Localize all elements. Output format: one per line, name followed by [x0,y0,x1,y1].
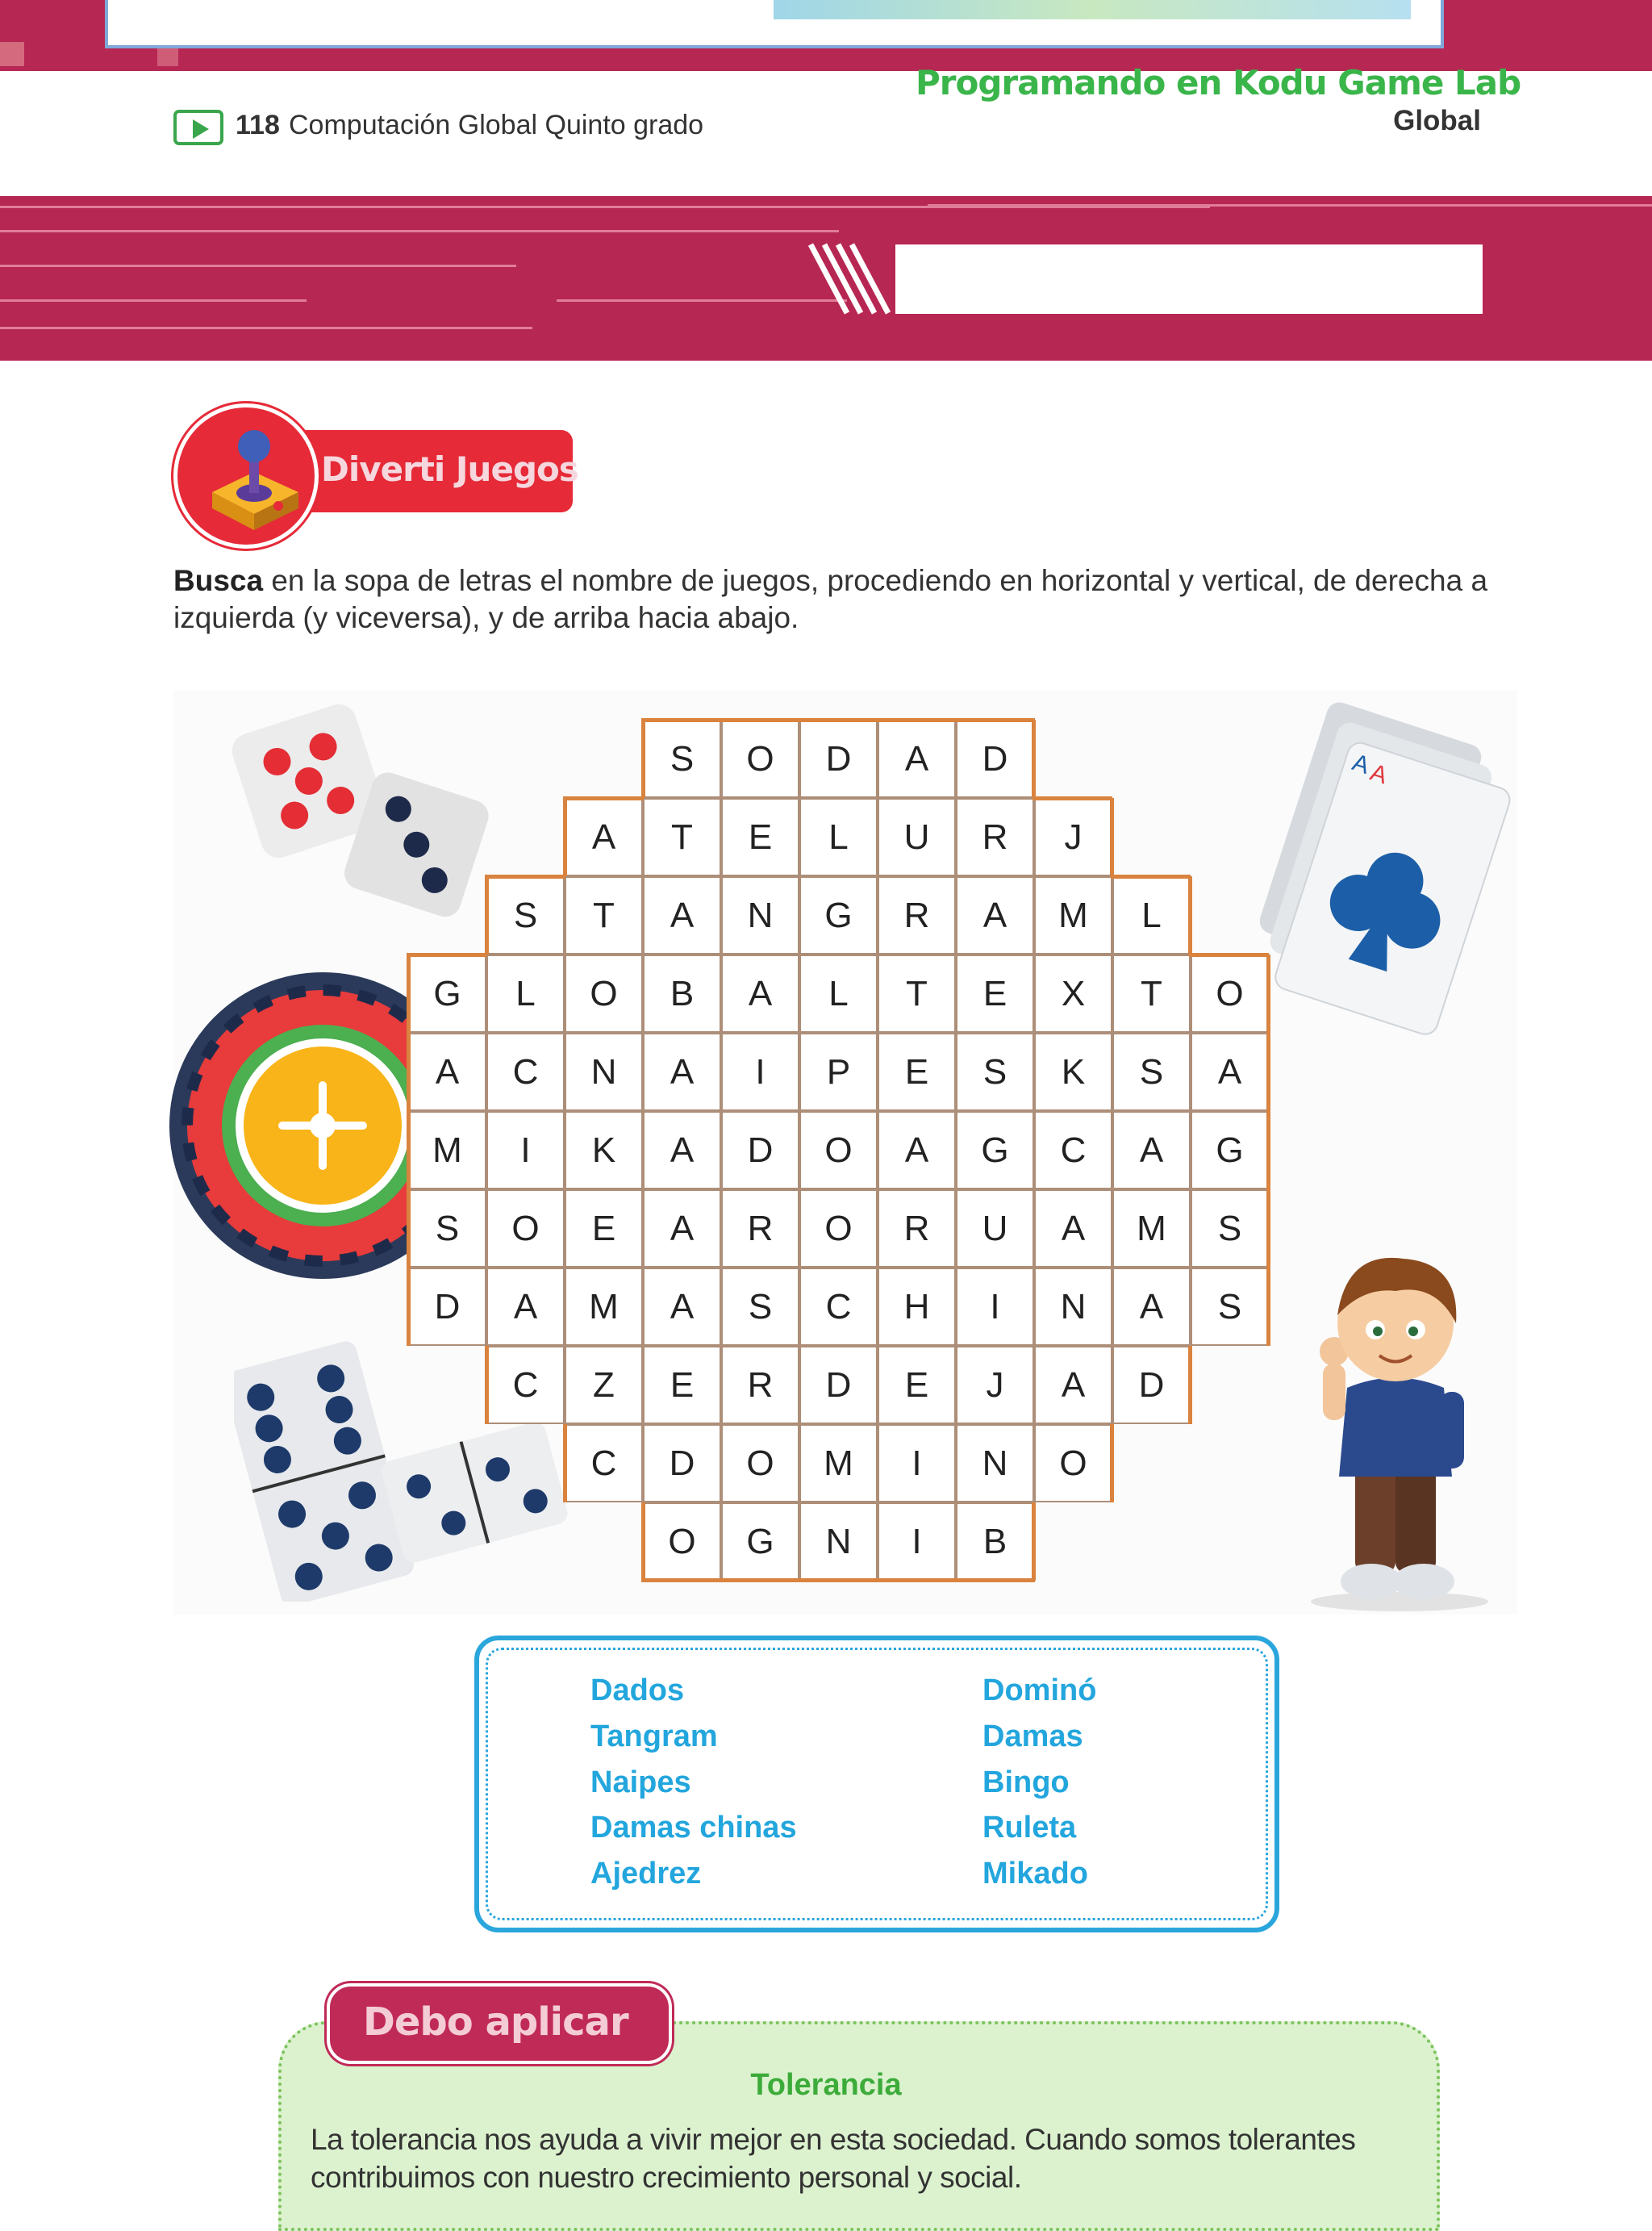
grid-letter-cell: S [643,720,721,798]
svg-text:A: A [1366,758,1391,790]
grid-letter-cell: R [878,1189,956,1268]
previous-page-image [774,0,1411,19]
grid-letter-cell: C [565,1424,643,1502]
roulette-illustration [169,964,411,1283]
grid-letter-cell: A [408,1033,486,1111]
grid-letter-cell: N [1034,1268,1112,1346]
grid-letter-cell: D [799,720,878,798]
grid-letter-cell: O [721,1424,799,1502]
grid-letter-cell: I [956,1268,1034,1346]
grid-letter-cell: N [956,1424,1034,1502]
grid-letter-cell: E [878,1033,956,1111]
word-list-item: Dados [590,1673,685,1707]
grid-letter-cell: P [799,1033,878,1111]
grid-letter-cell: T [1112,955,1191,1033]
grid-letter-cell: S [486,876,565,955]
grid-letter-cell: A [1191,1033,1269,1111]
grid-letter-cell: O [1191,955,1269,1033]
banner-line [0,327,532,329]
grid-letter-cell: O [721,720,799,798]
grid-letter-cell: A [721,955,799,1033]
grid-outline [407,1189,411,1268]
grid-letter-cell: E [721,798,799,876]
grid-letter-cell: A [643,1111,721,1189]
word-list-item: Tangram [590,1719,718,1753]
grid-letter-cell: T [878,955,956,1033]
grid-letter-cell: A [878,1111,956,1189]
instruction-text: en la sopa de letras el nombre de juegos, procediendo en horizontal y vertical, de derecha a izquierda (y viceversa), y de arriba hacia abajo. [173,564,1488,634]
grid-letter-cell: A [878,720,956,798]
grid-letter-cell: C [486,1346,565,1424]
grid-letter-cell: S [1191,1268,1269,1346]
banner-line [0,230,839,232]
grid-letter-cell: S [1112,1033,1191,1111]
grid-letter-cell: D [1112,1346,1191,1424]
grid-letter-cell: S [408,1189,486,1268]
grid-letter-cell: A [1034,1189,1112,1268]
grid-outline [641,718,1035,722]
grid-letter-cell: J [1034,798,1112,876]
grid-letter-cell: N [565,1033,643,1111]
grid-outline [1266,1111,1270,1189]
grid-outline [407,953,487,957]
grid-letter-cell: I [721,1033,799,1111]
grid-letter-cell: T [565,876,643,955]
grid-letter-cell: J [956,1346,1034,1424]
grid-letter-cell: O [643,1502,721,1581]
book-title: Computación Global Quinto grado [289,110,704,140]
grid-outline [485,1346,489,1424]
grid-outline [407,1268,411,1346]
boy-illustration [1291,1235,1500,1614]
grid-outline [641,720,645,798]
grid-letter-cell: E [956,955,1034,1033]
grid-outline [485,876,489,955]
grid-letter-cell: R [721,1346,799,1424]
grid-letter-cell: A [1112,1111,1191,1189]
grid-outline [1110,798,1114,876]
grid-letter-cell: G [956,1111,1034,1189]
grid-outline [641,1578,1035,1582]
banner-line [557,299,847,302]
grid-letter-cell: E [643,1346,721,1424]
grid-letter-cell: U [956,1189,1034,1268]
grid-outline [485,875,565,879]
grid-letter-cell: O [486,1189,565,1268]
grid-letter-cell: C [486,1033,565,1111]
decor-square [157,48,178,66]
grid-letter-cell: A [486,1268,565,1346]
grid-letter-cell: D [643,1424,721,1502]
word-list-item: Dominó [982,1673,1097,1707]
grid-letter-cell: L [486,955,565,1033]
grid-letter-cell: K [1034,1033,1112,1111]
grid-letter-cell: D [799,1346,878,1424]
grid-letter-cell: C [799,1268,878,1346]
grid-letter-cell: D [721,1111,799,1189]
grid-letter-cell: R [721,1189,799,1268]
grid-letter-cell: G [1191,1111,1269,1189]
grid-outline [1266,1033,1270,1111]
grid-outline [563,796,644,800]
word-list-item: Damas [982,1719,1083,1753]
section-banner [0,196,1652,361]
grid-outline [1189,953,1269,957]
grid-letter-cell: L [799,955,878,1033]
page-number: 118 [236,110,280,140]
apply-text: La tolerancia nos ayuda a vivir mejor en esta sociedad. Cuando somos tolerantes contribuimos con nuestro crecimiento personal y social. [311,2123,1356,2194]
grid-letter-cell: Z [565,1346,643,1424]
grid-letter-cell: D [956,720,1034,798]
banner-line [928,204,1652,207]
grid-letter-cell: G [408,955,486,1033]
grid-letter-cell: G [721,1502,799,1581]
top-band [0,0,1652,71]
grid-outline [1032,720,1036,798]
grid-outline [1188,1346,1192,1424]
dice-illustration [226,686,524,952]
svg-text:A: A [1349,749,1373,779]
grid-outline [1110,1424,1114,1502]
grid-letter-cell: A [1034,1346,1112,1424]
previous-page-card [105,0,1444,48]
grid-letter-cell: E [878,1346,956,1424]
grid-letter-cell: N [721,876,799,955]
grid-letter-cell: O [565,955,643,1033]
grid-letter-cell: S [1191,1189,1269,1268]
grid-letter-cell: A [956,876,1034,955]
grid-letter-cell: A [565,798,643,876]
banner-line [0,299,307,302]
grid-letter-cell: M [565,1268,643,1346]
grid-letter-cell: M [1034,876,1112,955]
grid-letter-cell: C [1034,1111,1112,1189]
grid-letter-cell: A [643,1033,721,1111]
word-list-item: Mikado [982,1857,1088,1891]
grid-letter-cell: I [878,1424,956,1502]
grid-outline [641,1502,645,1581]
word-list-item: Damas chinas [590,1811,797,1845]
grid-letter-cell: I [878,1502,956,1581]
word-list-item: Ajedrez [590,1857,702,1891]
grid-letter-cell: B [956,1502,1034,1581]
word-list-item: Ruleta [982,1811,1077,1845]
grid-letter-cell: D [408,1268,486,1346]
stripes-decor [807,240,895,317]
joystick-icon [198,416,311,537]
grid-letter-cell: L [799,798,878,876]
grid-outline [1032,1502,1036,1581]
grid-letter-cell: A [643,876,721,955]
brand-name: Global [1393,105,1481,136]
grid-letter-cell: H [878,1268,956,1346]
instruction-verb: Busca [173,564,264,597]
grid-outline [563,798,567,876]
grid-letter-cell: A [643,1268,721,1346]
grid-letter-cell: G [799,876,878,955]
grid-letter-cell: A [1112,1268,1191,1346]
grid-outline [407,1033,411,1111]
grid-letter-cell: S [721,1268,799,1346]
grid-letter-cell: A [643,1189,721,1268]
grid-letter-cell: O [1034,1424,1112,1502]
grid-letter-cell: M [799,1424,878,1502]
grid-letter-cell: L [1112,876,1191,955]
grid-letter-cell: B [643,955,721,1033]
grid-letter-cell: M [408,1111,486,1189]
grid-letter-cell: N [799,1502,878,1581]
grid-letter-cell: I [486,1111,565,1189]
instructions [173,562,1561,637]
grid-outline [407,1111,411,1189]
grid-outline [407,955,411,1033]
section-title: Programando en Kodu Game Lab [916,63,1521,102]
grid-letter-cell: K [565,1111,643,1189]
grid-outline [1032,796,1112,800]
apply-tab-label: Debo aplicar [363,1999,628,2045]
grid-outline [1111,875,1191,879]
activity-badge-label: Diverti Juegos [321,449,578,489]
play-icon [173,110,223,145]
grid-letter-cell: T [643,798,721,876]
grid-outline [563,1424,567,1502]
grid-letter-cell: E [565,1189,643,1268]
grid-letter-cell: R [956,798,1034,876]
grid-letter-cell: O [799,1111,878,1189]
banner-title-box [895,244,1483,314]
grid-outline [1188,876,1192,955]
grid-letter-cell: M [1112,1189,1191,1268]
grid-outline [1266,1268,1270,1346]
grid-outline [1266,955,1270,1033]
grid-letter-cell: X [1034,955,1112,1033]
word-list-item: Naipes [590,1765,691,1799]
grid-letter-cell: S [956,1033,1034,1111]
word-list-item: Bingo [982,1765,1070,1799]
grid-letter-cell: R [878,876,956,955]
decor-square [0,42,24,66]
grid-outline [1266,1189,1270,1268]
banner-line [0,265,516,267]
grid-letter-cell: U [878,798,956,876]
grid-letter-cell: O [799,1189,878,1268]
apply-title: Tolerancia [750,2068,902,2102]
